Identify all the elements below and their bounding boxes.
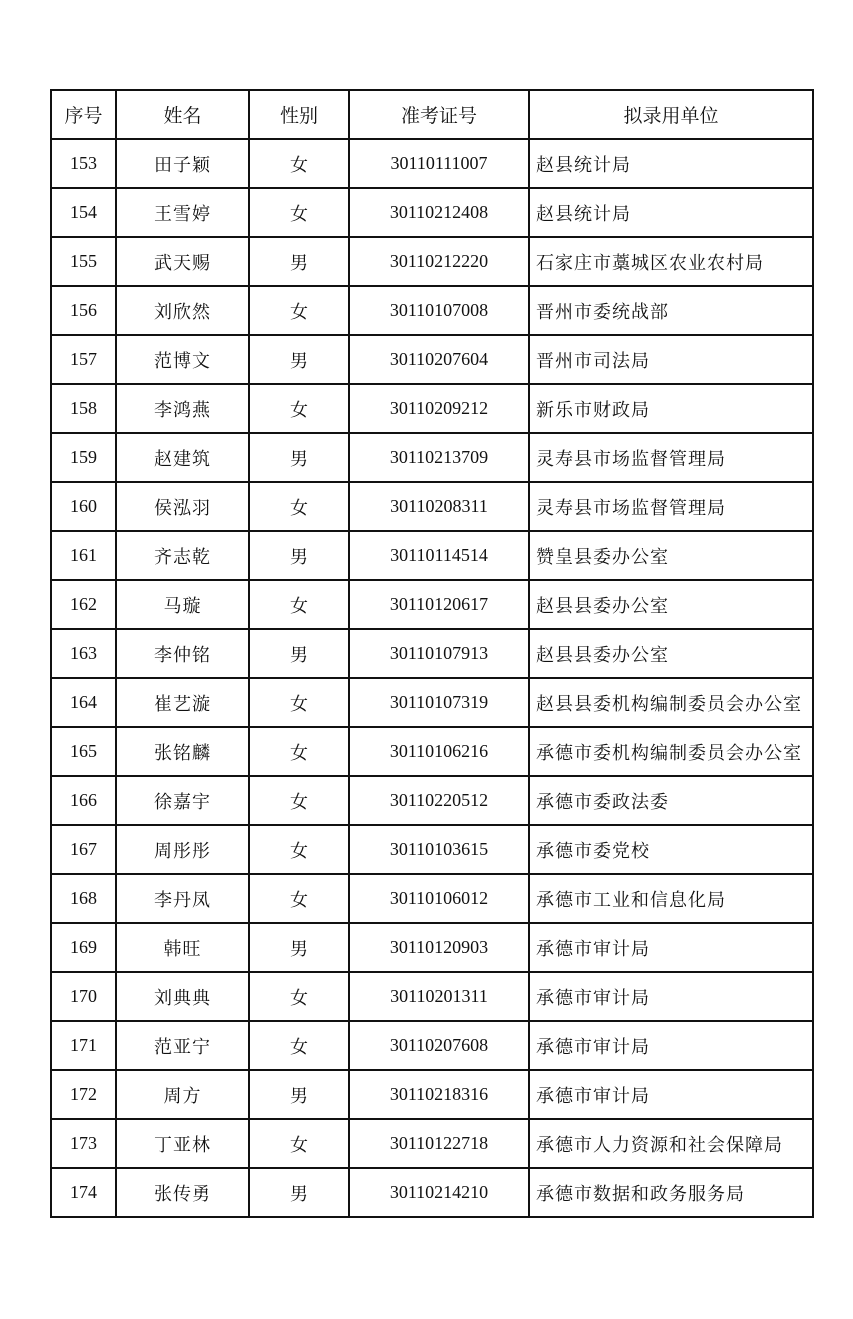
cell-name: 齐志乾 [116, 531, 249, 580]
cell-exam-no: 30110103615 [349, 825, 529, 874]
cell-gender: 女 [249, 188, 349, 237]
cell-name: 周彤彤 [116, 825, 249, 874]
cell-no: 165 [51, 727, 116, 776]
cell-name: 李仲铭 [116, 629, 249, 678]
cell-exam-no: 30110201311 [349, 972, 529, 1021]
table-body [51, 139, 813, 1217]
cell-gender: 男 [249, 923, 349, 972]
header-no: 序号 [51, 90, 116, 139]
cell-no: 166 [51, 776, 116, 825]
cell-exam-no: 30110122718 [349, 1119, 529, 1168]
cell-exam-no: 30110120903 [349, 923, 529, 972]
cell-gender: 女 [249, 580, 349, 629]
cell-no: 174 [51, 1168, 116, 1217]
cell-name: 周方 [116, 1070, 249, 1119]
table-row [51, 188, 813, 237]
cell-unit: 灵寿县市场监督管理局 [529, 433, 813, 482]
cell-unit: 晋州市委统战部 [529, 286, 813, 335]
cell-name: 丁亚林 [116, 1119, 249, 1168]
cell-unit: 承德市审计局 [529, 1070, 813, 1119]
cell-exam-no: 30110120617 [349, 580, 529, 629]
cell-unit: 赵县统计局 [529, 188, 813, 237]
cell-gender: 女 [249, 1021, 349, 1070]
table-row [51, 825, 813, 874]
cell-unit: 承德市工业和信息化局 [529, 874, 813, 923]
table-row [51, 139, 813, 188]
cell-name: 王雪婷 [116, 188, 249, 237]
cell-no: 172 [51, 1070, 116, 1119]
cell-gender: 女 [249, 874, 349, 923]
hiring-list-table [50, 89, 814, 1218]
cell-gender: 女 [249, 286, 349, 335]
table-row [51, 1119, 813, 1168]
cell-name: 武天赐 [116, 237, 249, 286]
cell-unit: 承德市审计局 [529, 972, 813, 1021]
cell-gender: 女 [249, 678, 349, 727]
cell-name: 韩旺 [116, 923, 249, 972]
cell-no: 160 [51, 482, 116, 531]
cell-unit: 承德市委政法委 [529, 776, 813, 825]
table-row [51, 1070, 813, 1119]
cell-gender: 女 [249, 1119, 349, 1168]
cell-unit: 赵县县委办公室 [529, 629, 813, 678]
cell-exam-no: 30110107913 [349, 629, 529, 678]
cell-name: 范博文 [116, 335, 249, 384]
table-row [51, 972, 813, 1021]
cell-no: 167 [51, 825, 116, 874]
cell-unit: 承德市审计局 [529, 1021, 813, 1070]
cell-exam-no: 30110213709 [349, 433, 529, 482]
cell-gender: 女 [249, 384, 349, 433]
cell-gender: 女 [249, 727, 349, 776]
cell-no: 162 [51, 580, 116, 629]
table-row [51, 776, 813, 825]
cell-unit: 承德市数据和政务服务局 [529, 1168, 813, 1217]
cell-no: 164 [51, 678, 116, 727]
table-row [51, 384, 813, 433]
cell-exam-no: 30110114514 [349, 531, 529, 580]
cell-unit: 石家庄市藁城区农业农村局 [529, 237, 813, 286]
cell-gender: 男 [249, 433, 349, 482]
cell-name: 赵建筑 [116, 433, 249, 482]
cell-gender: 男 [249, 1070, 349, 1119]
cell-no: 156 [51, 286, 116, 335]
cell-exam-no: 30110212220 [349, 237, 529, 286]
cell-no: 170 [51, 972, 116, 1021]
cell-unit: 承德市审计局 [529, 923, 813, 972]
cell-no: 168 [51, 874, 116, 923]
header-exam-no: 准考证号 [349, 90, 529, 139]
cell-name: 徐嘉宇 [116, 776, 249, 825]
table-row [51, 433, 813, 482]
cell-name: 刘欣然 [116, 286, 249, 335]
table-row [51, 727, 813, 776]
cell-exam-no: 30110208311 [349, 482, 529, 531]
cell-no: 157 [51, 335, 116, 384]
cell-unit: 承德市委机构编制委员会办公室 [529, 727, 813, 776]
cell-exam-no: 30110209212 [349, 384, 529, 433]
table-row [51, 923, 813, 972]
cell-exam-no: 30110106012 [349, 874, 529, 923]
cell-unit: 新乐市财政局 [529, 384, 813, 433]
cell-exam-no: 30110220512 [349, 776, 529, 825]
cell-unit: 赵县县委机构编制委员会办公室 [529, 678, 813, 727]
cell-no: 161 [51, 531, 116, 580]
cell-name: 马璇 [116, 580, 249, 629]
cell-no: 171 [51, 1021, 116, 1070]
cell-no: 163 [51, 629, 116, 678]
table-row [51, 874, 813, 923]
cell-gender: 女 [249, 972, 349, 1021]
cell-name: 张铭麟 [116, 727, 249, 776]
cell-gender: 女 [249, 139, 349, 188]
cell-no: 155 [51, 237, 116, 286]
table-row [51, 1168, 813, 1217]
cell-name: 李鸿燕 [116, 384, 249, 433]
cell-name: 李丹凤 [116, 874, 249, 923]
cell-unit: 承德市委党校 [529, 825, 813, 874]
cell-no: 159 [51, 433, 116, 482]
cell-unit: 赞皇县委办公室 [529, 531, 813, 580]
cell-name: 田子颖 [116, 139, 249, 188]
table-row [51, 335, 813, 384]
cell-no: 173 [51, 1119, 116, 1168]
table-row [51, 1021, 813, 1070]
cell-gender: 女 [249, 776, 349, 825]
cell-exam-no: 30110107319 [349, 678, 529, 727]
cell-exam-no: 30110111007 [349, 139, 529, 188]
cell-name: 张传勇 [116, 1168, 249, 1217]
cell-unit: 赵县统计局 [529, 139, 813, 188]
cell-unit: 承德市人力资源和社会保障局 [529, 1119, 813, 1168]
header-unit: 拟录用单位 [529, 90, 813, 139]
cell-exam-no: 30110212408 [349, 188, 529, 237]
cell-exam-no: 30110214210 [349, 1168, 529, 1217]
table-row [51, 629, 813, 678]
cell-no: 169 [51, 923, 116, 972]
cell-exam-no: 30110207604 [349, 335, 529, 384]
cell-unit: 晋州市司法局 [529, 335, 813, 384]
table-row [51, 678, 813, 727]
table-row [51, 580, 813, 629]
header-name: 姓名 [116, 90, 249, 139]
cell-gender: 女 [249, 825, 349, 874]
cell-no: 158 [51, 384, 116, 433]
table-row [51, 237, 813, 286]
cell-gender: 男 [249, 1168, 349, 1217]
table-row [51, 482, 813, 531]
cell-name: 刘典典 [116, 972, 249, 1021]
table-header-row [51, 90, 813, 139]
table-row [51, 286, 813, 335]
cell-no: 154 [51, 188, 116, 237]
cell-gender: 男 [249, 629, 349, 678]
cell-name: 崔艺漩 [116, 678, 249, 727]
cell-gender: 女 [249, 482, 349, 531]
cell-exam-no: 30110218316 [349, 1070, 529, 1119]
cell-exam-no: 30110207608 [349, 1021, 529, 1070]
cell-exam-no: 30110107008 [349, 286, 529, 335]
cell-unit: 灵寿县市场监督管理局 [529, 482, 813, 531]
cell-no: 153 [51, 139, 116, 188]
cell-gender: 男 [249, 531, 349, 580]
cell-name: 范亚宁 [116, 1021, 249, 1070]
cell-gender: 男 [249, 335, 349, 384]
cell-unit: 赵县县委办公室 [529, 580, 813, 629]
header-gender: 性别 [249, 90, 349, 139]
table-row [51, 531, 813, 580]
cell-name: 侯泓羽 [116, 482, 249, 531]
cell-exam-no: 30110106216 [349, 727, 529, 776]
cell-gender: 男 [249, 237, 349, 286]
